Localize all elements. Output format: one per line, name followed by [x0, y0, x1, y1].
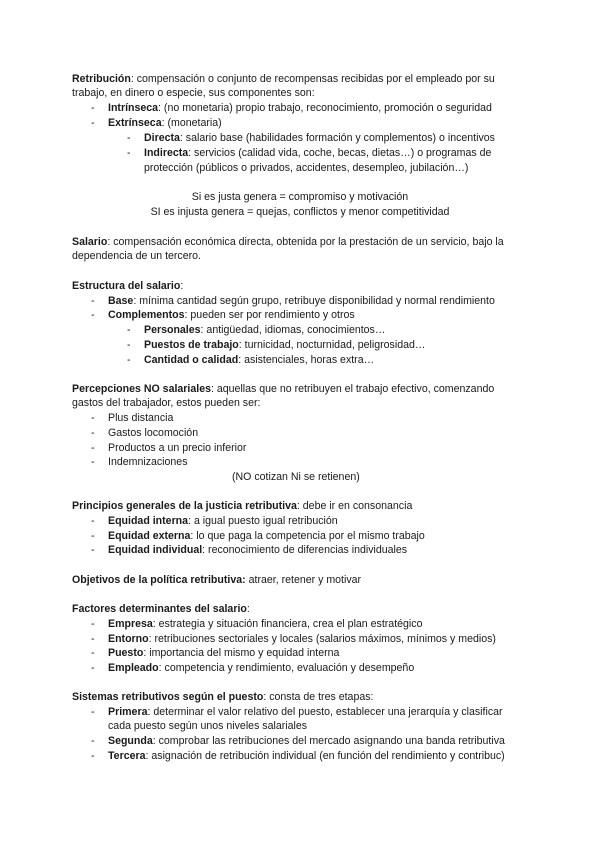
bullet-dash: -: [91, 427, 95, 439]
bullet-dash: -: [91, 662, 95, 674]
percepciones-line-1: Percepciones NO salariales: aquellas que no retribuyen el trabajo efectivo, comenzando: [72, 383, 495, 395]
injusta-line: SI es injusta genera = quejas, conflictos y menor competitividad: [150, 206, 450, 218]
justa-line: Si es justa genera = compromiso y motivación: [191, 191, 409, 203]
bullet-dash: -: [91, 618, 95, 630]
sub-item-personales: Personales: antigüedad, idiomas, conocimientos…: [144, 324, 386, 336]
percepciones-note: (NO cotizan Ni se retienen): [232, 471, 360, 483]
factores-heading: Factores determinantes del salario:: [72, 603, 250, 615]
bullet-dash: -: [91, 647, 95, 659]
estructura-heading: Estructura del salario:: [72, 280, 184, 292]
list-item-tercera: Tercera: asignación de retribución individual (en función del rendimiento y contribuc): [108, 750, 505, 762]
bullet-dash: -: [91, 530, 95, 542]
list-item-productos: Productos a un precio inferior: [108, 442, 247, 454]
bullet-dash: -: [91, 515, 95, 527]
bullet-dash: -: [91, 442, 95, 454]
bullet-dash: -: [127, 339, 131, 351]
list-item-entorno: Entorno: retribuciones sectoriales y locales (salarios máximos, mínimos y medios): [108, 633, 496, 645]
sub-item-indirecta-cont: protección (públicos o privados, accidentes, desempleo, jubilación…): [144, 162, 469, 174]
list-item-empleado: Empleado: competencia y rendimiento, evaluación y desempeño: [108, 662, 415, 674]
list-item-empresa: Empresa: estrategia y situación financiera, crea el plan estratégico: [108, 618, 423, 630]
list-item-gastos: Gastos locomoción: [108, 427, 199, 439]
bullet-dash: -: [91, 706, 95, 718]
bullet-dash: -: [127, 324, 131, 336]
retribucion-def-line-1: Retribución: compensación o conjunto de recompensas recibidas por el empleado por su: [72, 73, 495, 85]
bullet-dash: -: [91, 309, 95, 321]
list-item-equidad-interna: Equidad interna: a igual puesto igual retribución: [108, 515, 338, 527]
bullet-dash: -: [91, 750, 95, 762]
sub-item-indirecta: Indirecta: servicios (calidad vida, coche, becas, dietas…) o programas de: [144, 147, 492, 159]
sub-item-cantidad: Cantidad o calidad: asistenciales, horas extra…: [144, 354, 375, 366]
list-item-equidad-individual: Equidad individual: reconocimiento de diferencias individuales: [108, 544, 408, 556]
list-item-plus-distancia: Plus distancia: [108, 412, 174, 424]
sub-item-directa: Directa: salario base (habilidades formación y complementos) o incentivos: [144, 132, 495, 144]
list-item-equidad-externa: Equidad externa: lo que paga la competencia por el mismo trabajo: [108, 530, 425, 542]
bullet-dash: -: [91, 412, 95, 424]
list-item-primera-cont: cada puesto según unos niveles salariales: [108, 720, 308, 732]
bullet-dash: -: [91, 295, 95, 307]
bullet-dash: -: [91, 544, 95, 556]
salario-def-line-2: dependencia de un tercero.: [72, 250, 201, 262]
bullet-dash: -: [127, 132, 131, 144]
bullet-dash: -: [91, 735, 95, 747]
list-item-base: Base: mínima cantidad según grupo, retribuye disponibilidad y normal rendimiento: [108, 295, 495, 307]
list-item-complementos: Complementos: pueden ser por rendimiento y otros: [108, 309, 355, 321]
bullet-dash: -: [91, 102, 95, 114]
list-item-extrinseca: Extrínseca: (monetaria): [108, 117, 222, 129]
list-item-segunda: Segunda: comprobar las retribuciones del mercado asignando una banda retributiva: [108, 735, 505, 747]
bullet-dash: -: [91, 117, 95, 129]
objetivos-line: Objetivos de la política retributiva: atraer, retener y motivar: [72, 574, 362, 586]
list-item-intrinseca: Intrínseca: (no monetaria) propio trabajo, reconocimiento, promoción o seguridad: [108, 102, 492, 114]
list-item-puesto: Puesto: importancia del mismo y equidad interna: [108, 647, 340, 659]
bullet-dash: -: [91, 633, 95, 645]
bullet-dash: -: [127, 354, 131, 366]
retribucion-def-line-2: trabajo, en dinero o especie, sus componentes son:: [72, 87, 315, 99]
sub-item-puestos: Puestos de trabajo: turnicidad, nocturnidad, peligrosidad…: [144, 339, 426, 351]
list-item-indemnizaciones: Indemnizaciones: [108, 456, 188, 468]
salario-def-line-1: Salario: compensación económica directa, obtenida por la prestación de un servicio, bajo la: [72, 236, 504, 248]
bullet-dash: -: [91, 456, 95, 468]
principios-heading: Principios generales de la justicia retributiva: debe ir en consonancia: [72, 500, 413, 512]
percepciones-line-2: gastos del trabajador, estos pueden ser:: [72, 397, 261, 409]
bullet-dash: -: [127, 147, 131, 159]
sistemas-heading: Sistemas retributivos según el puesto: consta de tres etapas:: [72, 691, 374, 703]
list-item-primera: Primera: determinar el valor relativo del puesto, establecer una jerarquía y clasificar: [108, 706, 503, 718]
